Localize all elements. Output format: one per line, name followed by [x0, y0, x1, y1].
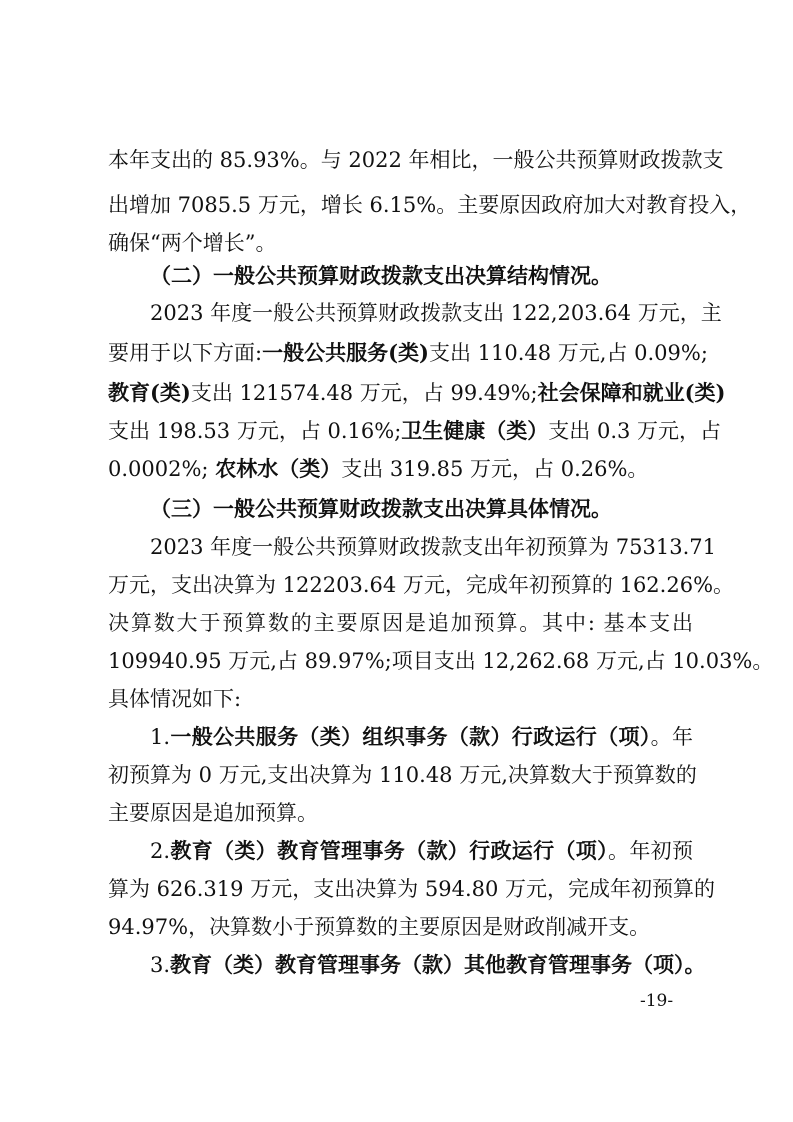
paragraph-line-6	[108, 338, 708, 368]
paragraph-line-1: 本年支出的 85.93%。与 2022 年相比，一般公共预算财政拨款支	[108, 148, 724, 172]
paragraph-line-5: 2023 年度一般公共预算财政拨款支出 122,203.64 万元，主	[150, 301, 722, 325]
item-1-number: 1.	[150, 725, 171, 749]
item-2-tail: 。年初预	[607, 839, 693, 863]
section-heading-3: （三）一般公共预算财政拨款支出决算具体情况。	[150, 496, 612, 521]
item-1-title: 一般公共服务（类）组织事务（款）行政运行（项）	[170, 724, 651, 749]
category-health: 卫生健康（类）	[401, 418, 549, 443]
paragraph-line-2: 出增加 7085.5 万元，增长 6.15%。主要原因政府加大对教育投入，	[108, 193, 752, 217]
line-7-text-b: 支出 121574.48 万元，占 99.49%;	[190, 381, 538, 405]
item-3-number: 3.	[150, 953, 171, 977]
page-number: -19-	[640, 991, 674, 1011]
category-social-security: 社会保障和就业(类)	[537, 380, 726, 405]
paragraph-line-15: 具体情况如下:	[108, 687, 242, 711]
item-2-title: 教育（类）教育管理事务（款）行政运行（项）	[170, 838, 608, 863]
item-1-line	[150, 722, 693, 752]
item-3-line	[150, 950, 706, 980]
line-6-text-a: 要用于以下方面:	[108, 341, 263, 365]
paragraph-line-11: 2023 年度一般公共预算财政拨款支出年初预算为 75313.71	[150, 535, 716, 559]
paragraph-line-17: 初预算为 0 万元,支出决算为 110.48 万元,决算数大于预算数的	[108, 763, 697, 787]
paragraph-line-8	[108, 416, 722, 446]
line-8-text-a: 支出 198.53 万元，占 0.16%;	[108, 419, 402, 443]
line-8-text-c: 支出 0.3 万元，占	[548, 419, 722, 443]
section-heading-2: （二）一般公共预算财政拨款支出决算结构情况。	[150, 263, 612, 288]
paragraph-line-21: 94.97%，决算数小于预算数的主要原因是财政削减开支。	[108, 915, 651, 939]
item-2-line	[150, 836, 693, 866]
item-1-tail: 。年	[650, 725, 694, 749]
line-9-text-c: 支出 319.85 万元，占 0.26%。	[341, 457, 649, 481]
category-agriculture: 农林水（类）	[215, 456, 342, 481]
paragraph-line-18: 主要原因是追加预算。	[108, 801, 318, 825]
paragraph-line-3: 确保“两个增长”。	[108, 231, 277, 255]
paragraph-line-9	[108, 454, 693, 484]
paragraph-line-14: 109940.95 万元,占 89.97%;项目支出 12,262.68 万元,占 10.03%。	[108, 649, 774, 673]
paragraph-line-7	[108, 378, 726, 408]
paragraph-line-20: 算为 626.319 万元，支出决算为 594.80 万元，完成年初预算的	[108, 877, 716, 901]
paragraph-line-12: 万元，支出决算为 122203.64 万元，完成年初预算的 162.26%。	[108, 573, 735, 597]
paragraph-line-13: 决算数大于预算数的主要原因是追加预算。其中: 基本支出	[108, 611, 693, 635]
category-general-public-services: 一般公共服务(类)	[262, 340, 429, 365]
line-9-text-a: 0.0002%;	[108, 457, 209, 481]
category-education: 教育(类)	[108, 380, 191, 405]
item-3-title: 教育（类）教育管理事务（款）其他教育管理事务（项）。	[170, 952, 706, 977]
line-6-text-c: 支出 110.48 万元,占 0.09%;	[428, 341, 708, 365]
item-2-number: 2.	[150, 839, 171, 863]
